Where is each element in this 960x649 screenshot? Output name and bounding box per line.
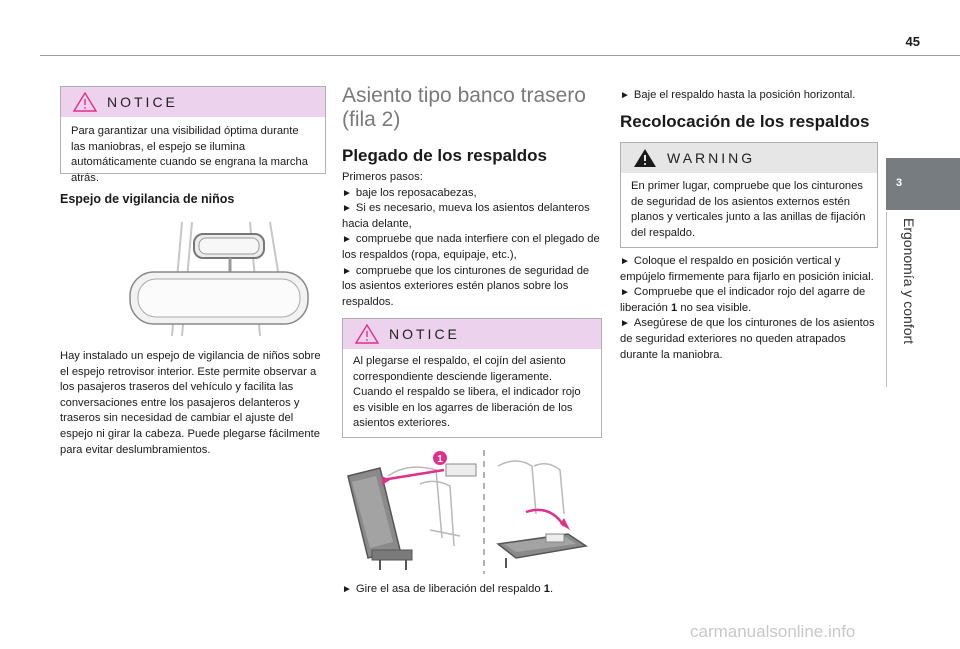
notice-label: NOTICE xyxy=(389,326,460,342)
right-pointer-icon: ► xyxy=(620,256,630,267)
right-pointer-icon: ► xyxy=(620,90,630,101)
figure-callout-1: 1 xyxy=(437,454,443,465)
step-item: ► Compruebe que el indicador rojo del agarre de liberación 1 no sea visible. xyxy=(620,286,866,314)
step-item: ► Coloque el respaldo en posición vertical y empújelo firmemente para fijarlo en posición inicial. xyxy=(620,255,874,283)
warning-box xyxy=(620,142,878,248)
chapter-divider xyxy=(886,212,887,387)
body-paragraph: Hay instalado un espejo de vigilancia de niños sobre el espejo retrovisor interior. Este permite observar a los pasajeros traseros del vehículo y facilita las conversaciones entre los pasajeros delanteros y traseros sin necesidad de cambiar el ajuste del espejo ni girar la cabeza. Puede plegarse fácilmente para evitar deslumbramientos. xyxy=(60,350,321,456)
heading-repositioning-backrests: Recolocación de los respaldos xyxy=(620,112,870,131)
step-item: ► baje los reposacabezas, xyxy=(342,186,477,199)
right-pointer-icon: ► xyxy=(342,265,352,277)
notice-body xyxy=(343,349,601,440)
notice-text-2: Cuando el respaldo se libera, el indicador rojo es visible en los agarres de liberación de los asientos exteriores. xyxy=(353,386,581,430)
child-mirror-illustration xyxy=(120,216,320,338)
notice-label: NOTICE xyxy=(107,94,178,110)
heading-folding-backrests: Plegado de los respaldos xyxy=(342,146,548,165)
section-heading-child-mirror: Espejo de vigilancia de niños xyxy=(60,192,235,206)
notice-text-1: Al plegarse el respaldo, el cojín del asiento correspondiente desciende ligeramente. xyxy=(353,355,566,383)
right-pointer-icon: ► xyxy=(342,584,352,595)
figure-caption: ► Gire el asa de liberación del respaldo 1. xyxy=(342,583,554,595)
folding-steps xyxy=(342,170,602,310)
steps-intro: Primeros pasos: xyxy=(342,171,423,183)
right-pointer-icon: ► xyxy=(620,318,630,330)
warning-triangle-icon xyxy=(633,148,657,168)
right-pointer-icon: ► xyxy=(342,187,352,199)
chapter-title: Ergonomía y confort xyxy=(901,218,917,345)
step-lower-backrest: ► Baje el respaldo hasta la posición horizontal. xyxy=(620,89,856,101)
header-rule xyxy=(40,55,960,56)
watermark: carmanualsonline.info xyxy=(690,622,856,641)
notice-box-folding xyxy=(342,318,602,438)
caution-triangle-icon xyxy=(355,324,379,344)
step-item: ► compruebe que los cinturones de seguridad de los asientos exteriores estén planos sobre los respaldos. xyxy=(342,264,590,308)
right-pointer-icon: ► xyxy=(620,287,630,299)
step-item: ► compruebe que nada interfiere con el plegado de los respaldos (ropa, equipaje, etc.), xyxy=(342,233,600,261)
section-title-line1: Asiento tipo banco trasero xyxy=(342,84,586,107)
right-pointer-icon: ► xyxy=(342,203,352,215)
step-item: ► Si es necesario, mueva los asientos delanteros hacia delante, xyxy=(342,202,590,230)
chapter-number: 3 xyxy=(895,177,903,189)
seat-folding-illustration xyxy=(338,446,606,576)
warning-text: En primer lugar, compruebe que los cinturones de seguridad de los asientos externos estén planos y verticales junto a las anillas de fijación del respaldo. xyxy=(631,180,866,239)
caution-triangle-icon xyxy=(73,92,97,112)
warning-header xyxy=(621,143,877,173)
section-title xyxy=(342,84,592,132)
step-item: ► Asegúrese de que los cinturones de los asientos de seguridad exteriores no queden atrapados durante la maniobra. xyxy=(620,317,875,361)
page-number: 45 xyxy=(905,34,920,49)
notice-header xyxy=(61,87,325,117)
warning-label: WARNING xyxy=(667,150,756,166)
notice-header xyxy=(343,319,601,349)
repositioning-steps xyxy=(620,254,875,363)
right-pointer-icon: ► xyxy=(342,234,352,246)
section-title-line2: (fila 2) xyxy=(342,108,401,131)
notice-box-mirror xyxy=(60,86,326,184)
child-mirror-description xyxy=(60,349,325,458)
notice-text: Para garantizar una visibilidad óptima durante las maniobras, el espejo se ilumina automáticamente cuando se engrana la marcha atrás. xyxy=(71,125,308,184)
